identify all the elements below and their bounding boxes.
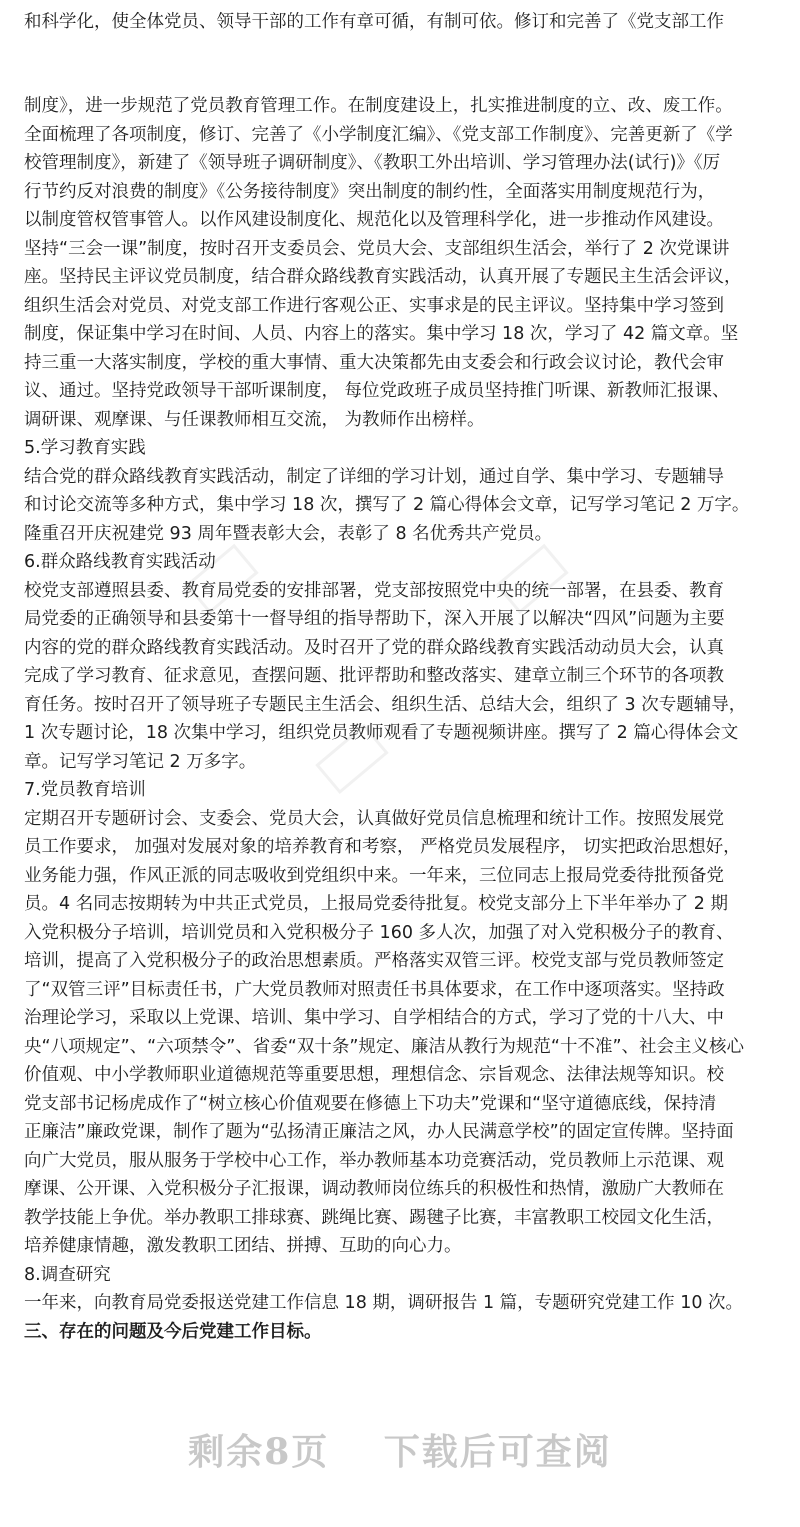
first-line-block	[24, 8, 780, 37]
paragraph-line: 和讨论交流等多种方式，集中学习 18 次，撰写了 2 篇心得体会文章，记写学习笔记 2 万字。	[24, 495, 750, 515]
paragraph-line: 行节约反对浪费的制度》《公务接待制度》突出制度的制约性，全面落实用制度规范行为，	[24, 181, 716, 202]
paragraph-line: 和科学化，使全体党员、领导干部的工作有章可循，有制可依。修订和完善了《党支部工作	[24, 12, 724, 32]
paragraph-line: 坚持“三会一课”制度，按时召开支委员会、党员大会、支部组织生活会，举行了 2 次党课讲	[24, 238, 730, 259]
paragraph-line: 校管理制度》，新建了《领导班子调研制度》、《教职工外出培训、学习管理办法(试行)》《厉	[24, 153, 721, 173]
paragraph-line: 结合党的群众路线教育实践活动，制定了详细的学习计划，通过自学、集中学习、专题辅导	[24, 466, 724, 487]
paragraph-line: 全面梳理了各项制度，修订、完善了《小学制度汇编》、《党支部工作制度》、完善更新了《学	[24, 124, 733, 145]
paragraph-line: 组织生活会对党员、对党支部工作进行客观公正、实事求是的民主评议。坚持集中学习签到	[24, 295, 724, 316]
paragraph-line: 定期召开专题研讨会、支委会、党员大会，认真做好党员信息梳理和统计工作。按照发展党	[24, 808, 724, 829]
paragraph-line: 培养健康情趣，激发教职工团结、拼搏、互助的向心力。	[24, 1236, 462, 1256]
paragraph-line: 内容的党的群众路线教育实践活动。及时召开了党的群众路线教育实践活动动员大会，认真	[24, 637, 724, 658]
paragraph-line: 完成了学习教育、征求意见，查摆问题、批评帮助和整改落实、建章立制三个环节的各项教	[24, 666, 724, 686]
paragraph-line: 教学技能上争优。举办教职工排球赛、跳绳比赛、踢毽子比赛，丰富教职工校园文化生活，	[24, 1207, 724, 1228]
paragraph-line: 了“双管三评”目标责任书，广大党员教师对照责任书具体要求，在工作中逐项落实。坚持政	[24, 979, 725, 1000]
paragraph-line: 向广大党员，服从服务于学校中心工作，举办教师基本功竞赛活动，党员教师上示范课、观	[24, 1150, 724, 1171]
paragraph-line: 8.调查研究	[24, 1264, 111, 1285]
paragraph-line: 7.党员教育培训	[24, 780, 146, 800]
section-heading: 三、存在的问题及今后党建工作目标。	[24, 1321, 322, 1342]
paragraph-line: 座。坚持民主评议党员制度，结合群众路线教育实践活动，认真开展了专题民主生活会评议，	[24, 267, 742, 287]
paragraph-line: 业务能力强，作风正派的同志吸收到党组织中来。一年来，三位同志上报局党委待批预备党	[24, 865, 724, 886]
paragraph-line: 培训，提高了入党积极分子的政治思想素质。严格落实双管三评。校党支部与党员教师签定	[24, 951, 724, 971]
download-hint-label: 下载后可查阅	[383, 1431, 612, 1473]
paragraph-line: 校党支部遵照县委、教育局党委的安排部署，党支部按照党中央的统一部署，在县委、教育	[24, 580, 724, 601]
paragraph-line: 调研课、观摩课、与任课教师相互交流， 为教师作出榜样。	[24, 409, 485, 430]
paragraph-line: 入党积极分子培训，培训党员和入党积极分子 160 多人次，加强了对入党积极分子的教育、	[24, 922, 734, 943]
paragraph-line: 隆重召开庆祝建党 93 周年暨表彰大会，表彰了 8 名优秀共产党员。	[24, 523, 553, 544]
paragraph-line: 局党委的正确领导和县委第十一督导组的指导帮助下，深入开展了以解决“四风”问题为主要	[24, 609, 725, 629]
paragraph-line: 6.群众路线教育实践活动	[24, 552, 216, 572]
paragraph-line: 摩课、公开课、入党积极分子汇报课，调动教师岗位练兵的积极性和热情，激励广大教师在	[24, 1179, 724, 1199]
paragraph-line: 价值观、中小学教师职业道德规范等重要思想，理想信念、宗旨观念、法律法规等知识。校	[24, 1065, 724, 1085]
paragraph-line: 议、通过。坚持党政领导干部听课制度， 每位党政班子成员坚持推门听课、新教师汇报课、	[24, 381, 730, 401]
paragraph-line: 5.学习教育实践	[24, 438, 146, 458]
paragraph-line: 制度》，进一步规范了党员教育管理工作。在制度建设上，扎实推进制度的立、改、废工作。	[24, 96, 733, 116]
paragraph-line: 员工作要求， 加强对发展对象的培养教育和考察， 严格党员发展程序， 切实把政治思想好，	[24, 837, 741, 857]
paragraph-line: 章。记写学习笔记 2 万多字。	[24, 751, 257, 772]
remaining-pages-banner[interactable]	[0, 1424, 800, 1475]
paragraph-line: 一年来，向教育局党委报送党建工作信息 18 期，调研报告 1 篇，专题研究党建工作 10 次。	[24, 1293, 744, 1313]
paragraph-line: 正廉洁”廉政党课，制作了题为“弘扬清正廉洁之风，办人民满意学校”的固定宣传牌。坚持面	[24, 1122, 734, 1142]
paragraph-line: 持三重一大落实制度，学校的重大事情、重大决策都先由支委会和行政会议讨论，教代会审	[24, 352, 724, 373]
remaining-pages-label: 剩余8页	[188, 1431, 330, 1473]
paragraph-line: 治理论学习，采取以上党课、培训、集中学习、自学相结合的方式，学习了党的十八大、中	[24, 1008, 724, 1028]
paragraph-line: 以制度管权管事管人。以作风建设制度化、规范化以及管理科学化，进一步推动作风建设。	[24, 210, 724, 230]
paragraph-line: 制度，保证集中学习在时间、人员、内容上的落实。集中学习 18 次，学习了 42 篇文章。坚	[24, 324, 739, 344]
main-text-block	[24, 92, 780, 1346]
paragraph-line: 央“八项规定”、“六项禁令”、省委“双十条”规定、廉洁从教行为规范“十不准”、社会主义核心	[24, 1036, 745, 1057]
paragraph-line: 员。4 名同志按期转为中共正式党员，上报局党委待批复。校党支部分上下半年举办了 2 期	[24, 894, 728, 914]
paragraph-line: 育任务。按时召开了领导班子专题民主生活会、组织生活、总结大会，组织了 3 次专题辅导，	[24, 694, 747, 715]
paragraph-line: 1 次专题讨论，18 次集中学习，组织党员教师观看了专题视频讲座。撰写了 2 篇心得体会文	[24, 723, 739, 743]
paragraph-line: 党支部书记杨虎成作了“树立核心价值观要在修德上下功夫”党课和“坚守道德底线，保持清	[24, 1093, 717, 1114]
